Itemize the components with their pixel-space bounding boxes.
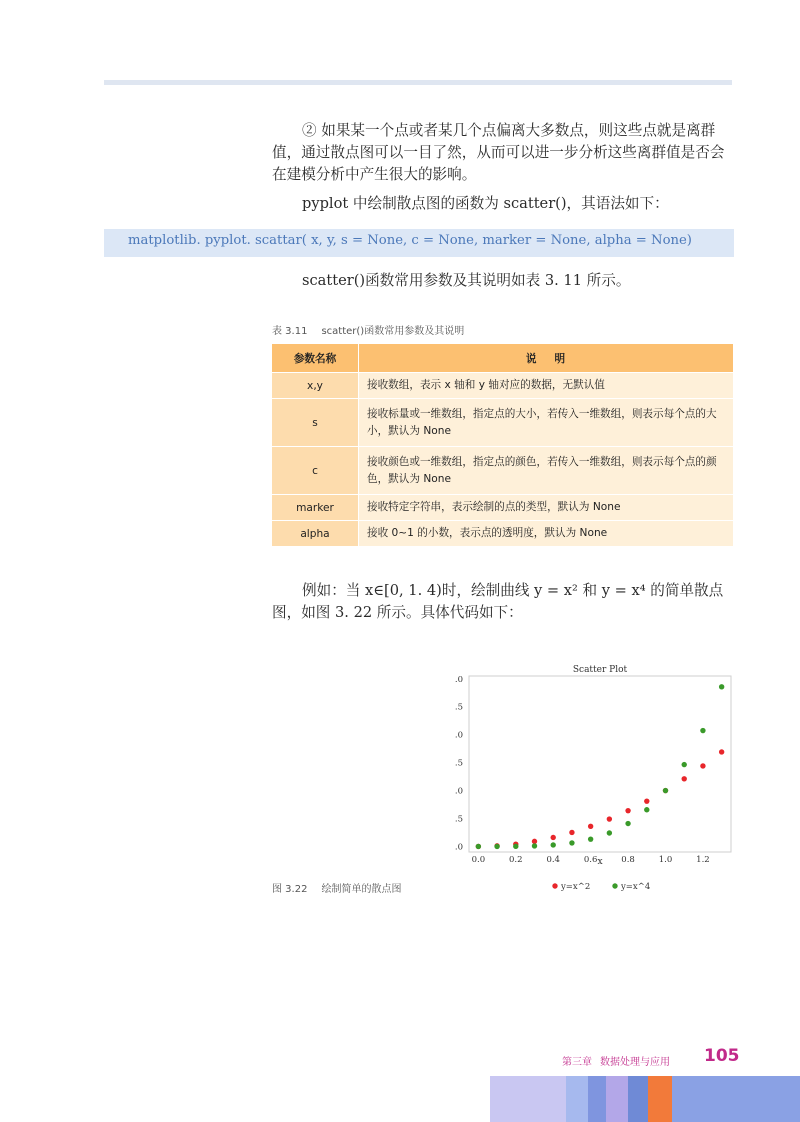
x-tick-label: 1.0: [658, 855, 673, 865]
scatter-figure: [455, 660, 733, 900]
y-tick-label: .0: [455, 730, 463, 741]
header-param-name: 参数名称: [272, 344, 359, 373]
paragraph-scatter-intro: pyplot 中绘制散点图的函数为 scatter()，其语法如下：: [302, 195, 669, 212]
legend-label: y=x^2: [561, 882, 591, 892]
x-axis-label: x: [597, 857, 603, 867]
header-description: 说明: [359, 344, 734, 373]
point-x4: [644, 807, 649, 812]
x-tick-label: 0.4: [546, 855, 560, 865]
y-tick-label: .5: [455, 814, 463, 825]
scatter-chart: [455, 660, 733, 900]
chart-title: Scatter Plot: [572, 665, 628, 675]
y-tick-label: .0: [455, 842, 463, 853]
param-name: s: [272, 399, 359, 447]
param-desc: 接收颜色或一维数组，指定点的颜色，若传入一维数组，则表示每个点的颜色，默认为 None: [359, 447, 734, 495]
legend-label: y=x^4: [621, 882, 651, 892]
x-tick-label: 0.2: [509, 855, 523, 865]
point-x4: [494, 844, 499, 849]
point-x4: [682, 762, 687, 767]
param-name: alpha: [272, 521, 359, 547]
param-desc: 接收特定字符串，表示绘制的点的类型，默认为 None: [359, 495, 734, 521]
params-table: [271, 343, 734, 547]
table-row: [272, 521, 734, 547]
point-x4: [663, 788, 668, 793]
param-desc: 接收数组，表示 x 轴和 y 轴对应的数据，无默认值: [359, 373, 734, 399]
x-tick-label: 0.8: [621, 855, 635, 865]
paragraph-table-ref: scatter()函数常用参数及其说明如表 3. 11 所示。: [302, 272, 631, 289]
top-rule: [104, 80, 732, 85]
x-tick-label: 0.0: [471, 855, 486, 865]
table-row: [272, 373, 734, 399]
point-x2: [569, 830, 574, 835]
point-x4: [607, 830, 612, 835]
point-x2: [551, 835, 556, 840]
param-desc: 接收 0~1 的小数，表示点的透明度，默认为 None: [359, 521, 734, 547]
table-row: [272, 495, 734, 521]
point-x4: [532, 843, 537, 848]
point-x4: [551, 842, 556, 847]
table-caption: [272, 322, 464, 337]
param-name: marker: [272, 495, 359, 521]
footer-color-bar: [588, 1076, 606, 1122]
param-name: c: [272, 447, 359, 495]
point-x4: [625, 821, 630, 826]
legend-marker: [612, 883, 617, 888]
point-x4: [719, 684, 724, 689]
point-x2: [607, 816, 612, 821]
figure-caption: [272, 880, 401, 895]
footer-color-bar: [566, 1076, 588, 1122]
x-tick-label: 1.2: [696, 855, 710, 865]
code-syntax: matplotlib. pyplot. scattar( x, y, s = None, c = None, marker = None, alpha = None): [128, 233, 692, 248]
footer-color-bar: [672, 1076, 800, 1122]
param-desc: 接收标量或一维数组，指定点的大小，若传入一维数组，则表示每个点的大小，默认为 None: [359, 399, 734, 447]
table-caption-number: 表 3.11: [272, 326, 308, 337]
y-tick-label: .0: [455, 674, 463, 685]
y-tick-label: .5: [455, 758, 463, 769]
table-row: [272, 447, 734, 495]
paragraph-outliers: ② 如果某一个点或者某几个点偏离大多数点，则这些点就是离群值，通过散点图可以一目了然，从而可以进一步分析这些离群值是否会在建模分析中产生很大的影响。: [272, 122, 725, 183]
figure-caption-number: 图 3.22: [272, 884, 308, 895]
point-x2: [625, 808, 630, 813]
page-number: 105: [704, 1046, 740, 1066]
point-x2: [682, 776, 687, 781]
chapter-label: 第三章: [562, 1057, 592, 1068]
table-caption-text: scatter()函数常用参数及其说明: [321, 326, 465, 337]
point-x2: [644, 798, 649, 803]
point-x4: [513, 844, 518, 849]
chapter-title: 数据处理与应用: [600, 1057, 670, 1068]
point-x4: [700, 728, 705, 733]
footer-color-bar: [648, 1076, 672, 1122]
plot-area: [469, 676, 731, 852]
point-x2: [719, 749, 724, 754]
y-tick-label: .5: [455, 702, 463, 713]
point-x4: [476, 844, 481, 849]
footer-color-bar: [628, 1076, 648, 1122]
point-x2: [588, 824, 593, 829]
paragraph-example: 例如：当 x∈[0, 1. 4)时，绘制曲线 y = x² 和 y = x⁴ 的简单散点图，如图 3. 22 所示。具体代码如下：: [272, 582, 724, 621]
point-x4: [588, 836, 593, 841]
legend-marker: [552, 883, 557, 888]
point-x4: [569, 840, 574, 845]
param-name: x,y: [272, 373, 359, 399]
y-tick-label: .0: [455, 786, 463, 797]
footer-color-bar: [490, 1076, 566, 1122]
footer-chapter: [562, 1053, 670, 1068]
table-header-row: [272, 344, 734, 373]
x-tick-label: 0.6: [583, 855, 598, 865]
table-row: [272, 399, 734, 447]
point-x2: [700, 763, 705, 768]
figure-caption-text: 绘制简单的散点图: [321, 884, 402, 895]
footer-color-bar: [606, 1076, 628, 1122]
